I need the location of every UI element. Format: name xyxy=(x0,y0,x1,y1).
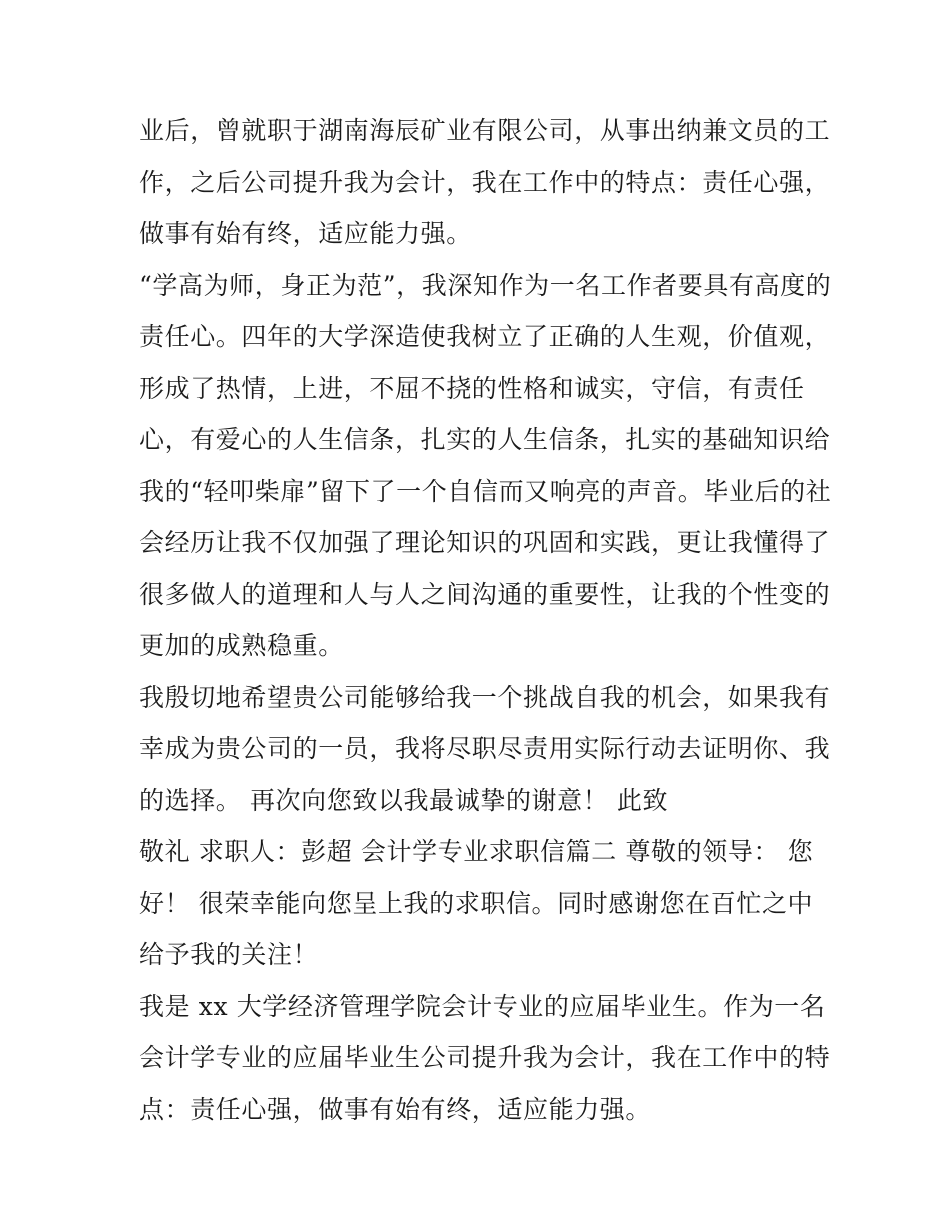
text-line: 给予我的关注！ xyxy=(139,940,319,969)
paragraph-work-experience xyxy=(139,105,840,260)
paragraph-closing-and-second-letter xyxy=(139,826,840,981)
text-line: 责任心。四年的大学深造使我树立了正确的人生观，价值观， xyxy=(139,322,831,351)
text-line: 心，有爱心的人生信条，扎实的人生信条，扎实的基础知识给 xyxy=(139,425,831,454)
text-line: 幸成为贵公司的一员，我将尽职尽责用实际行动去证明你、我 xyxy=(139,734,831,763)
text-line: 业后，曾就职于湖南海辰矿业有限公司，从事出纳兼文员的工 xyxy=(139,116,831,145)
text-line: 会计学专业的应届毕业生公司提升我为会计，我在工作中的特 xyxy=(139,1043,831,1072)
text-line: 做事有始有终，适应能力强。 xyxy=(139,219,472,248)
text-line: 好！ 很荣幸能向您呈上我的求职信。同时感谢您在百忙之中 xyxy=(139,888,814,918)
text-line: 我的“轻叩柴扉”留下了一个自信而又响亮的声音。毕业后的社 xyxy=(139,476,832,506)
text-line: 作，之后公司提升我为会计，我在工作中的特点：责任心强， xyxy=(139,167,831,197)
text-line: 形成了热情，上进，不屈不挠的性格和诚实，守信，有责任 xyxy=(139,373,805,403)
paragraph-introduction xyxy=(139,981,840,1136)
text-line: 点：责任心强，做事有始有终，适应能力强。 xyxy=(139,1094,652,1124)
text-line: 的选择。 再次向您致以我最诚挚的谢意！ 此致 xyxy=(139,785,669,815)
text-line: 更加的成熟稳重。 xyxy=(139,631,344,660)
text-line: “学高为师，身正为范”，我深知作为一名工作者要具有高度的 xyxy=(139,270,832,300)
paragraph-values xyxy=(139,260,840,672)
text-line: 很多做人的道理和人与人之间沟通的重要性，让我的个性变的 xyxy=(139,579,831,609)
text-line: 敬礼 求职人：彭超 会计学专业求职信篇二 尊敬的领导： 您 xyxy=(139,837,814,866)
paragraph-request xyxy=(139,672,840,827)
text-line: 会经历让我不仅加强了理论知识的巩固和实践，更让我懂得了 xyxy=(139,528,831,557)
text-line: 我殷切地希望贵公司能够给我一个挑战自我的机会，如果我有 xyxy=(139,682,831,712)
text-line: 我是 xx 大学经济管理学院会计专业的应届毕业生。作为一名 xyxy=(139,991,826,1021)
